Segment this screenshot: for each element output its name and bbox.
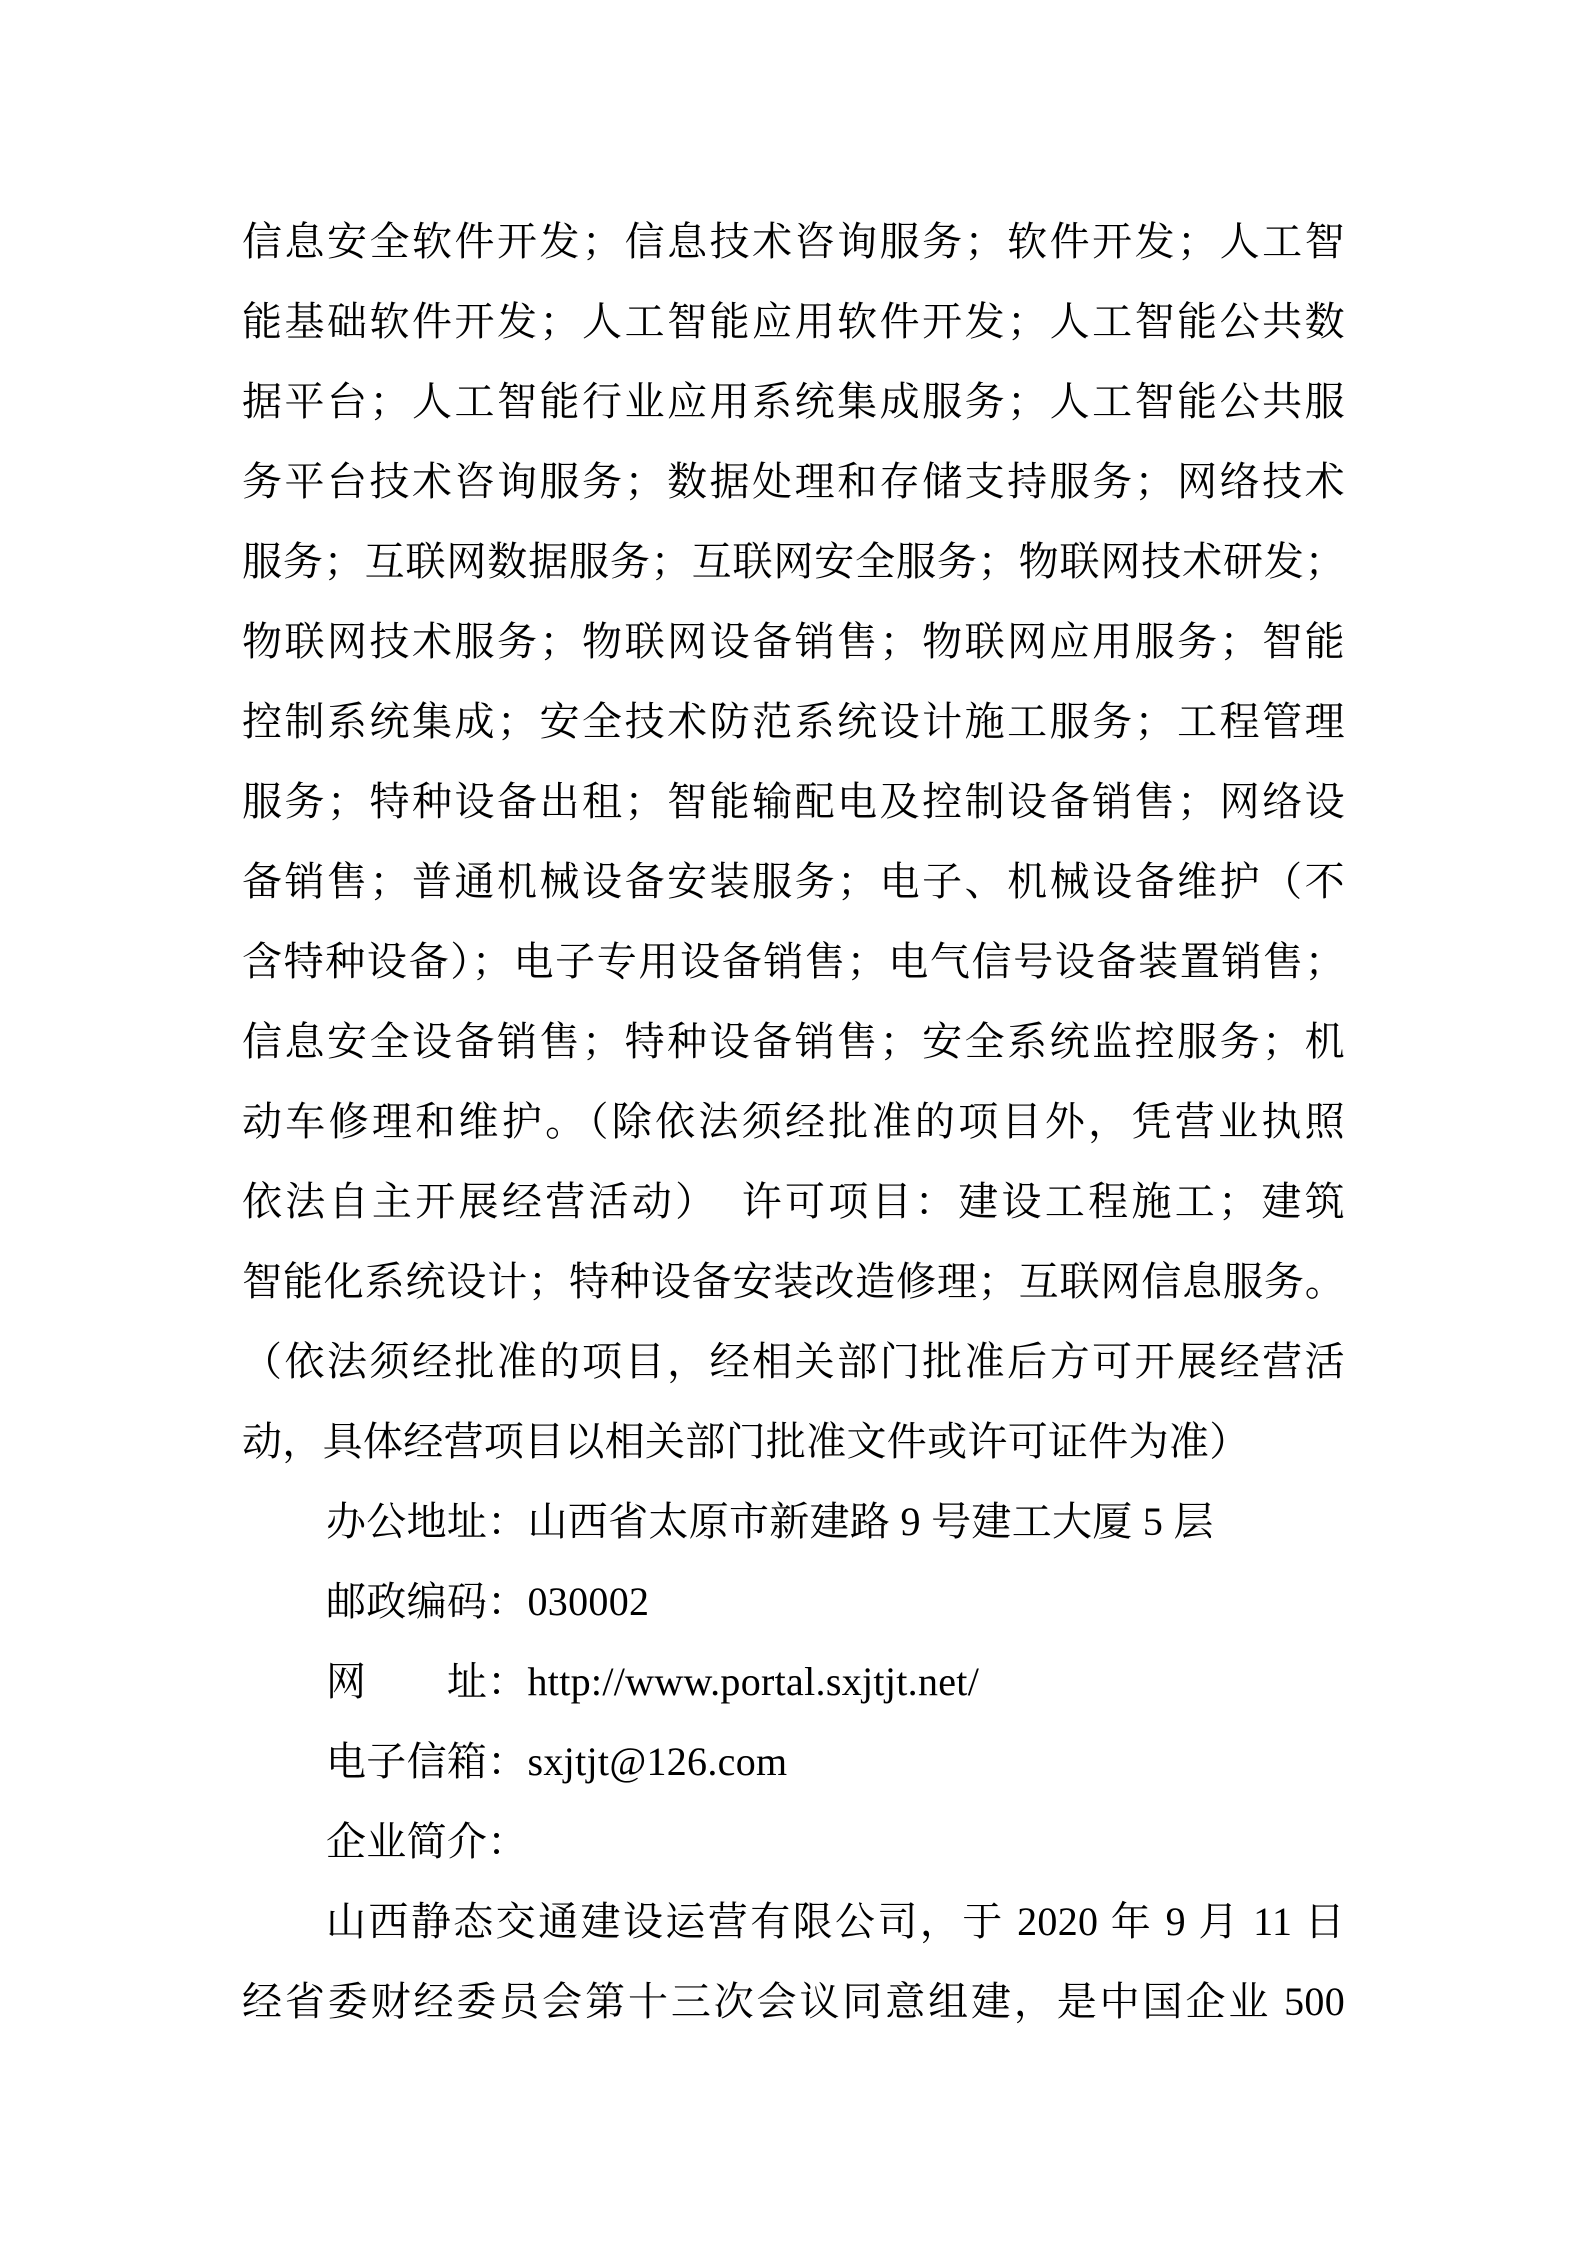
text-line: 信息安全软件开发；信息技术咨询服务；软件开发；人工智 [242, 219, 1345, 264]
text-line: 据平台；人工智能行业应用系统集成服务；人工智能公共服 [242, 379, 1345, 424]
postal-code-line: 邮政编码：030002 [326, 1579, 650, 1624]
text-line: 备销售；普通机械设备安装服务；电子、机械设备维护（不 [242, 859, 1345, 904]
office-address-line: 办公地址：山西省太原市新建路 9 号建工大厦 5 层 [326, 1499, 1214, 1544]
text-line: （依法须经批准的项目，经相关部门批准后方可开展经营活 [242, 1339, 1345, 1384]
text-line: 含特种设备）；电子专用设备销售；电气信号设备装置销售； [242, 939, 1345, 984]
email-line: 电子信箱：sxjtjt@126.com [326, 1739, 788, 1784]
text-line: 依法自主开展经营活动） 许可项目：建设工程施工；建筑 [242, 1179, 1345, 1224]
company-intro-heading: 企业简介： [326, 1819, 528, 1864]
text-line: 服务；特种设备出租；智能输配电及控制设备销售；网络设 [242, 779, 1345, 824]
text-line: 动，具体经营项目以相关部门批准文件或许可证件为准） [242, 1419, 1250, 1464]
text-line: 山西静态交通建设运营有限公司，于 2020 年 9 月 11 日 [326, 1899, 1345, 1944]
text-line: 动车修理和维护。（除依法须经批准的项目外，凭营业执照 [242, 1099, 1345, 1144]
text-line: 经省委财经委员会第十三次会议同意组建，是中国企业 500 [242, 1979, 1345, 2024]
text-line: 信息安全设备销售；特种设备销售；安全系统监控服务；机 [242, 1019, 1345, 1064]
text-line: 控制系统集成；安全技术防范系统设计施工服务；工程管理 [242, 699, 1345, 744]
text-line: 物联网技术服务；物联网设备销售；物联网应用服务；智能 [242, 619, 1345, 664]
text-line: 务平台技术咨询服务；数据处理和存储支持服务；网络技术 [242, 459, 1345, 504]
text-line: 能基础软件开发；人工智能应用软件开发；人工智能公共数 [242, 299, 1345, 344]
website-line: 网 址：http://www.portal.sxjtjt.net/ [326, 1659, 980, 1704]
text-line: 智能化系统设计；特种设备安装改造修理；互联网信息服务。 [242, 1259, 1345, 1304]
document-body [242, 202, 1345, 2042]
text-line: 服务；互联网数据服务；互联网安全服务；物联网技术研发； [242, 539, 1345, 584]
